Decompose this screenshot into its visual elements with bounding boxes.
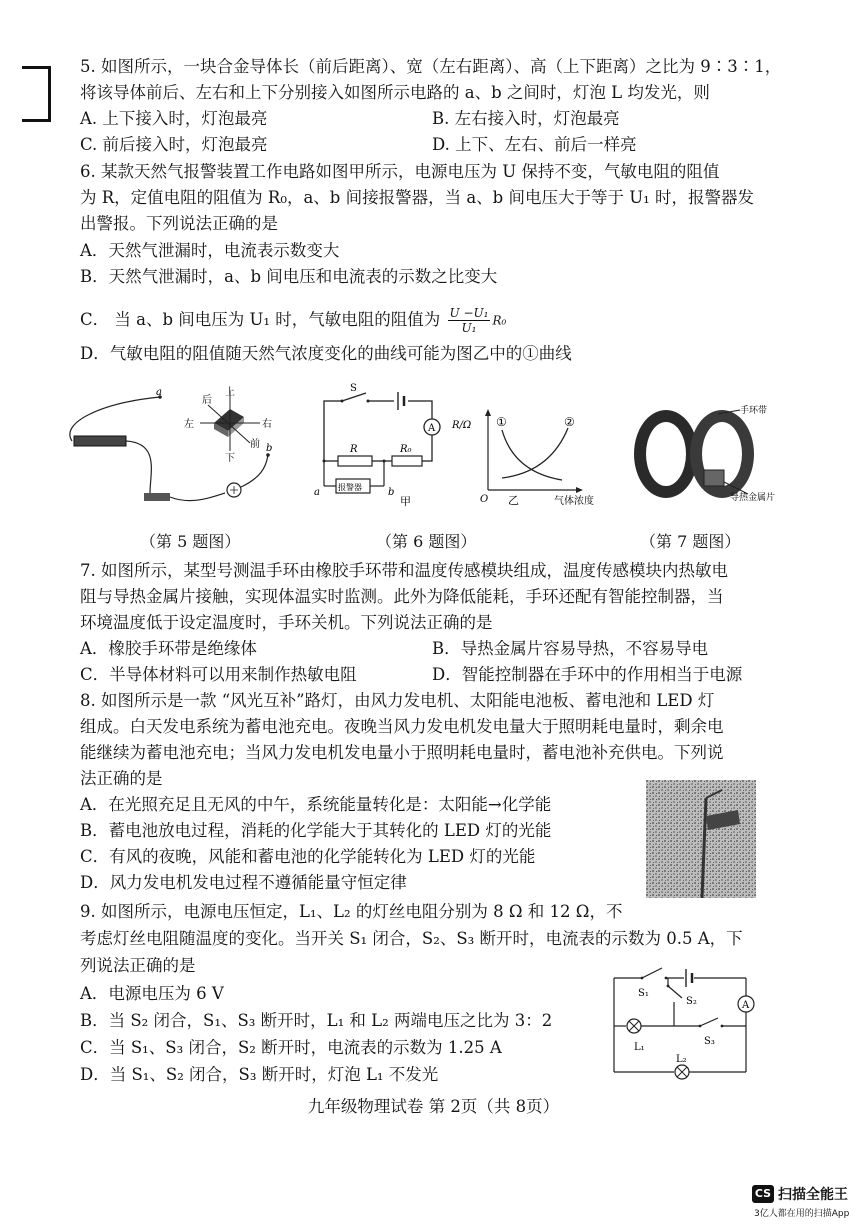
fig6-label-alarm: 报警器 xyxy=(338,483,362,492)
fig6-label-b: b xyxy=(388,487,395,498)
q5-option-b: B. 左右接入时，灯泡最亮 xyxy=(432,109,620,128)
q6-stem-line3: 出警报。下列说法正确的是 xyxy=(80,214,278,233)
q6-option-c-text: C． 当 a、b 间电压为 U₁ 时，气敏电阻的阻值为 xyxy=(80,310,441,329)
fig6-label-r: R xyxy=(350,444,358,455)
q9-stem-line2: 考虑灯丝电阻随温度的变化。当开关 S₁ 闭合，S₂、S₃ 断开时，电流表的示数为 0.5 A，下 xyxy=(80,929,743,948)
fig6-label-s: S xyxy=(350,383,357,394)
q5-option-a: A. 上下接入时，灯泡最亮 xyxy=(80,109,268,128)
figure-q9-circuit xyxy=(604,962,772,1090)
fig5-label-front: 前 xyxy=(250,439,260,450)
q5-stem-line2: 将该导体前后、左右和上下分别接入如图所示电路的 a、b 之间时，灯泡 L 均发光，则 xyxy=(80,83,710,102)
fig6-label-a: a xyxy=(314,487,320,498)
q7-option-a: A．橡胶手环带是绝缘体 xyxy=(80,639,257,658)
binding-corner-mark xyxy=(22,66,51,122)
page-footer: 九年级物理试卷 第 2页（共 8页） xyxy=(307,1097,560,1116)
q6-option-c-fraction xyxy=(448,306,491,335)
caption-q7: （第 7 题图） xyxy=(640,532,741,551)
curve-1 xyxy=(502,430,562,480)
curve-2 xyxy=(502,428,568,478)
fig5-label-a: a xyxy=(156,387,162,398)
fig6-curve1-label: ① xyxy=(496,415,507,429)
metal-plate-icon xyxy=(704,470,724,486)
q5-option-c: C. 前后接入时，灯泡最亮 xyxy=(80,135,268,154)
fraction-numerator: U −U₁ xyxy=(449,306,489,320)
q7-option-c: C．半导体材料可以用来制作热敏电阻 xyxy=(80,665,357,684)
q6-option-a: A．天然气泄漏时，电流表示数变大 xyxy=(80,241,340,260)
q6-option-d: D．气敏电阻的阻值随天然气浓度变化的曲线可能为图乙中的①曲线 xyxy=(80,344,572,363)
fig5-label-right: 右 xyxy=(262,419,272,430)
q8-option-a: A．在光照充足且无风的中午，系统能量转化是：太阳能→化学能 xyxy=(80,795,552,814)
q7-stem-line2: 阻与导热金属片接触，实现体温实时监测。此外为降低能耗，手环还配有智能控制器，当 xyxy=(80,587,724,606)
q6-option-c xyxy=(80,306,506,335)
q8-option-d: D．风力发电机发电过程不遵循能量守恒定律 xyxy=(80,873,407,892)
scanner-tagline: 3亿人都在用的扫描App xyxy=(754,1208,850,1219)
switch-s2-icon xyxy=(668,986,682,998)
figure-q7-wristband xyxy=(622,398,862,510)
fraction-r0: R₀ xyxy=(492,313,507,328)
q5-option-d: D. 上下、左右、前后一样亮 xyxy=(432,135,637,154)
scanner-logo-icon: CS xyxy=(752,1185,774,1203)
figure-q5-circuit xyxy=(60,383,290,518)
fig9-label-s2: S₂ xyxy=(686,996,697,1007)
fig5-label-b: b xyxy=(266,443,273,454)
fig9-label-s1: S₁ xyxy=(638,988,649,999)
q8-option-c: C．有风的夜晚，风能和蓄电池的化学能转化为 LED 灯的光能 xyxy=(80,847,536,866)
switch-s1-icon xyxy=(642,968,662,978)
fig6-label-yi: 乙 xyxy=(508,494,519,507)
fig5-label-back: 后 xyxy=(202,395,212,406)
scanner-brand: 扫描全能王 xyxy=(778,1186,848,1203)
fig6-label-jia: 甲 xyxy=(400,495,411,508)
scanner-watermark xyxy=(752,1183,849,1219)
fig7-label-band: 手环带 xyxy=(740,406,768,416)
q9-option-d: D．当 S₁、S₂ 闭合，S₃ 断开时，灯泡 L₁ 不发光 xyxy=(80,1065,439,1084)
fig6-label-r0: R₀ xyxy=(400,444,412,455)
q8-stem-line4: 法正确的是 xyxy=(80,769,163,788)
q7-option-b: B．导热金属片容易导热，不容易导电 xyxy=(432,639,709,658)
q7-stem-line3: 环境温度低于设定温度时，手环关机。下列说法正确的是 xyxy=(80,613,493,632)
battery-icon xyxy=(74,436,126,446)
fig5-label-down: 下 xyxy=(225,453,235,464)
q9-option-c: C．当 S₁、S₃ 闭合，S₂ 断开时，电流表的示数为 1.25 A xyxy=(80,1038,502,1057)
q9-stem-line1: 9. 如图所示，电源电压恒定，L₁、L₂ 的灯丝电阻分别为 8 Ω 和 12 Ω，不 xyxy=(80,902,623,921)
fraction-denominator: U₁ xyxy=(461,321,477,335)
figure-q8-street-light-photo xyxy=(646,780,756,898)
q5-stem-line1: 5. 如图所示，一块合金导体长（前后距离）、宽（左右距离）、高（上下距离）之比为 9∶3∶1， xyxy=(80,57,782,76)
q6-option-b: B．天然气泄漏时，a、b 间电压和电流表的示数之比变大 xyxy=(80,267,498,286)
resistor-r-icon xyxy=(338,456,372,466)
q8-stem-line1: 8. 如图所示是一款 “风光互补”路灯，由风力发电机、太阳能电池板、蓄电池和 LED 灯 xyxy=(80,691,715,710)
fig9-label-ammeter: A xyxy=(742,1000,750,1011)
q6-stem-line1: 6. 某款天然气报警装置工作电路如图甲所示，电源电压为 U 保持不变，气敏电阻的阻值 xyxy=(80,162,720,181)
fig6-curve2-label: ② xyxy=(564,415,575,429)
q7-option-d: D．智能控制器在手环中的作用相当于电源 xyxy=(432,665,743,684)
fig5-label-up: 上 xyxy=(225,387,235,398)
q8-stem-line2: 组成。白天发电系统为蓄电池充电。夜晚当风力发电机发电量大于照明耗电量时，剩余电 xyxy=(80,717,724,736)
figure-q6-graph-yi xyxy=(450,408,620,508)
switch-icon xyxy=(144,493,170,501)
fig5-label-left: 左 xyxy=(184,419,194,430)
fig9-label-l2: L₂ xyxy=(676,1054,687,1065)
q6-stem-line2: 为 R，定值电阻的阻值为 R₀，a、b 间接报警器，当 a、b 间电压大于等于 U₁ 时，报警器发 xyxy=(80,188,754,207)
fig9-label-l1: L₁ xyxy=(634,1042,645,1053)
switch-s3-icon xyxy=(700,1018,718,1026)
resistor-r0-icon xyxy=(392,456,422,466)
fig7-label-metal: 导热金属片 xyxy=(730,493,776,503)
fig6-origin-label: O xyxy=(480,494,489,505)
q8-option-b: B．蓄电池放电过程，消耗的化学能大于其转化的 LED 灯的光能 xyxy=(80,821,552,840)
fig6-xaxis-label: 气体浓度 xyxy=(554,496,594,507)
q8-stem-line3: 能继续为蓄电池充电；当风力发电机发电量小于照明耗电量时，蓄电池补充供电。下列说 xyxy=(80,743,724,762)
fig6-yaxis-label: R/Ω xyxy=(452,420,472,431)
caption-q6: （第 6 题图） xyxy=(376,532,477,551)
fig9-label-s3: S₃ xyxy=(704,1036,715,1047)
q9-option-b: B．当 S₂ 闭合，S₁、S₃ 断开时，L₁ 和 L₂ 两端电压之比为 3：2 xyxy=(80,1011,553,1030)
q9-option-a: A．电源电压为 6 V xyxy=(80,984,224,1003)
q9-stem-line3: 列说法正确的是 xyxy=(80,956,196,975)
q7-stem-line1: 7. 如图所示，某型号测温手环由橡胶手环带和温度传感模块组成，温度传感模块内热敏电 xyxy=(80,561,728,580)
fig6-label-ammeter: A xyxy=(428,423,436,434)
caption-q5: （第 5 题图） xyxy=(140,532,241,551)
figure-q6-circuit-jia xyxy=(312,383,452,508)
